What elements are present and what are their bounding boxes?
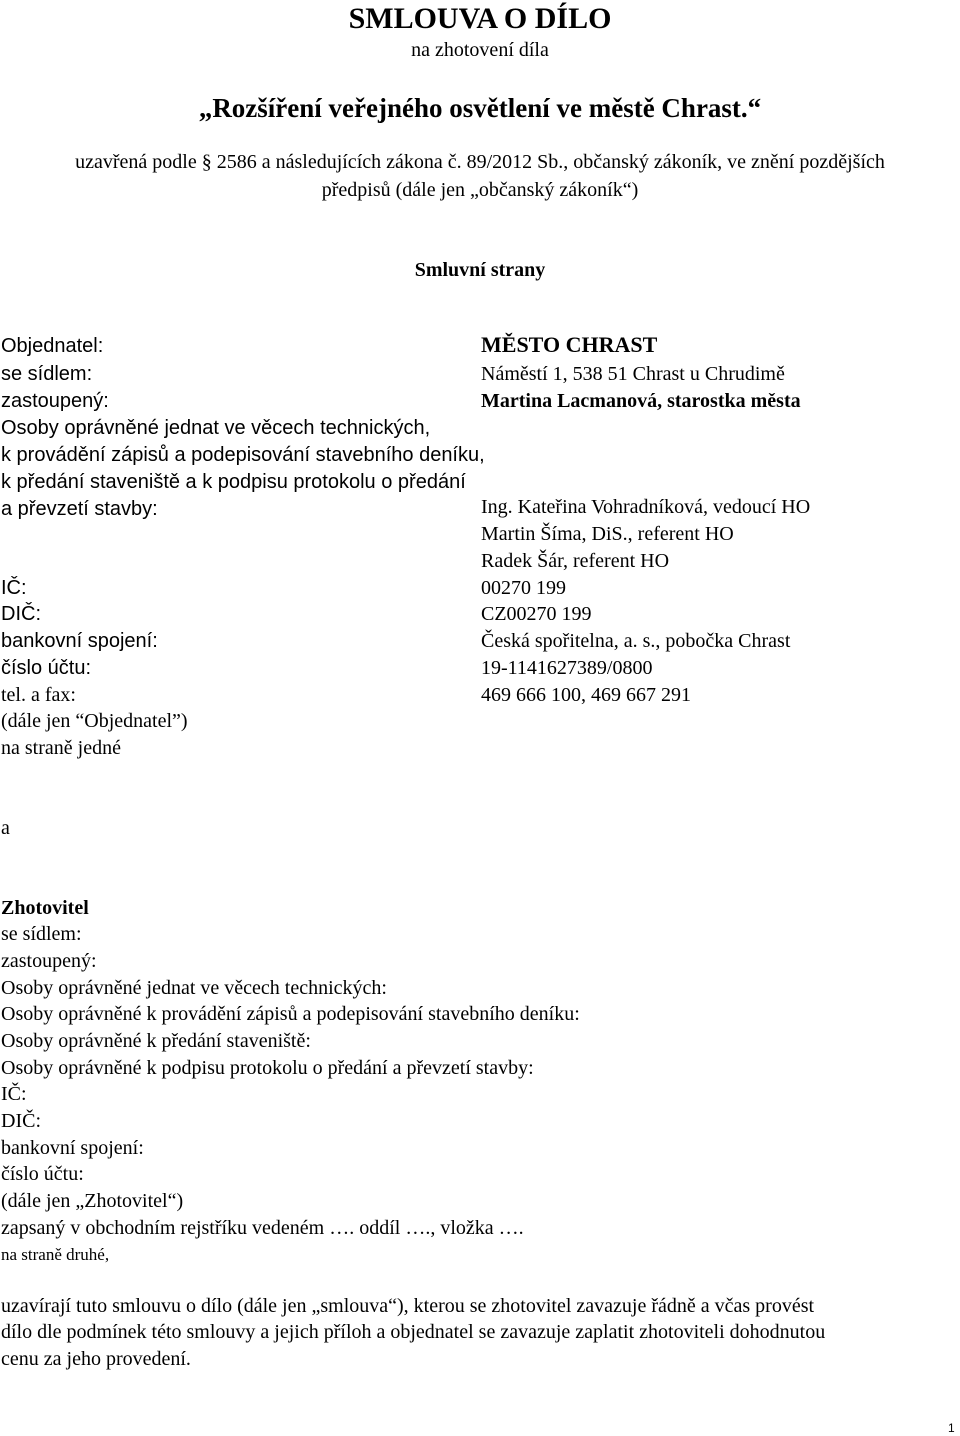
authorized-person-2: Martin Šíma, DiS., referent HO xyxy=(481,523,734,545)
authorized-person-3: Radek Šár, referent HO xyxy=(481,550,670,572)
label-objednatel: Objednatel: xyxy=(1,335,104,357)
document-subtitle: na zhotovení díla xyxy=(411,39,549,61)
authorized-line3: k předání staveniště a k podpisu protokolu o předání xyxy=(1,471,466,493)
parties-heading: Smluvní strany xyxy=(414,259,546,281)
contractor-account: číslo účtu: xyxy=(1,1163,84,1185)
contractor-zastoupeny: zastoupený: xyxy=(1,950,97,972)
contractor-handover: Osoby oprávněné k podpisu protokolu o předání a převzetí stavby: xyxy=(1,1057,534,1079)
contractor-register: zapsaný v obchodním rejstříku vedeném …. oddíl …., vložka …. xyxy=(1,1217,524,1239)
contractor-diary: Osoby oprávněné k provádění zápisů a podepisování stavebního deníku: xyxy=(1,1003,580,1025)
label-account: číslo účtu: xyxy=(1,657,92,679)
project-title: „Rozšíření veřejného osvětlení ve městě Chrast.“ xyxy=(198,93,762,123)
contractor-side: na straně druhé, xyxy=(1,1245,110,1264)
closing-line2: dílo dle podmínek této smlouvy a jejich příloh a objednatel se zavazuje zaplatit zhotoviteli dohodnutou xyxy=(1,1321,826,1343)
label-sidlo: se sídlem: xyxy=(1,363,93,385)
value-zastoupeny: Martina Lacmanová, starostka města xyxy=(481,390,801,412)
value-dic: CZ00270 199 xyxy=(481,603,592,625)
authorized-person-1: Ing. Kateřina Vohradníková, vedoucí HO xyxy=(481,496,811,518)
authorized-line4: a převzetí stavby: xyxy=(1,498,158,520)
conjunction: a xyxy=(1,817,10,839)
label-tel: tel. a fax: xyxy=(1,684,76,706)
page-number: 1 xyxy=(948,1421,955,1435)
legal-basis-line1: uzavřená podle § 2586 a následujících zákona č. 89/2012 Sb., občanský zákoník, ve znění pozdějších xyxy=(75,151,885,173)
client-alias: (dále jen “Objednatel”) xyxy=(1,710,188,732)
closing-line3: cenu za jeho provedení. xyxy=(1,1348,191,1370)
contractor-ic: IČ: xyxy=(1,1083,27,1105)
value-sidlo: Náměstí 1, 538 51 Chrast u Chrudimě xyxy=(481,363,785,385)
label-ic: IČ: xyxy=(1,577,27,599)
label-dic: DIČ: xyxy=(1,603,41,625)
closing-line1: uzavírají tuto smlouvu o dílo (dále jen „smlouva“), kterou se zhotovitel zavazuje řádně a včas provést xyxy=(1,1295,815,1317)
contractor-dic: DIČ: xyxy=(1,1110,41,1132)
document-title: SMLOUVA O DÍLO xyxy=(348,2,612,35)
contractor-alias: (dále jen „Zhotovitel“) xyxy=(1,1190,184,1212)
value-tel: 469 666 100, 469 667 291 xyxy=(481,684,691,706)
contractor-tech: Osoby oprávněné jednat ve věcech technických: xyxy=(1,977,387,999)
contractor-site: Osoby oprávněné k předání staveniště: xyxy=(1,1030,311,1052)
contractor-heading: Zhotovitel xyxy=(1,897,89,919)
legal-basis-line2: předpisů (dále jen „občanský zákoník“) xyxy=(321,179,639,201)
value-ic: 00270 199 xyxy=(481,577,566,599)
label-bank: bankovní spojení: xyxy=(1,630,158,652)
authorized-line1: Osoby oprávněné jednat ve věcech technických, xyxy=(1,417,431,439)
value-bank: Česká spořitelna, a. s., pobočka Chrast xyxy=(481,630,791,652)
label-zastoupeny: zastoupený: xyxy=(1,390,109,412)
authorized-line2: k provádění zápisů a podepisování stavebního deníku, xyxy=(1,444,485,466)
client-side: na straně jedné xyxy=(1,737,121,759)
contractor-bank: bankovní spojení: xyxy=(1,1137,144,1159)
value-objednatel: MĚSTO CHRAST xyxy=(481,332,658,357)
value-account: 19-1141627389/0800 xyxy=(481,657,653,679)
contractor-sidlo: se sídlem: xyxy=(1,923,82,945)
